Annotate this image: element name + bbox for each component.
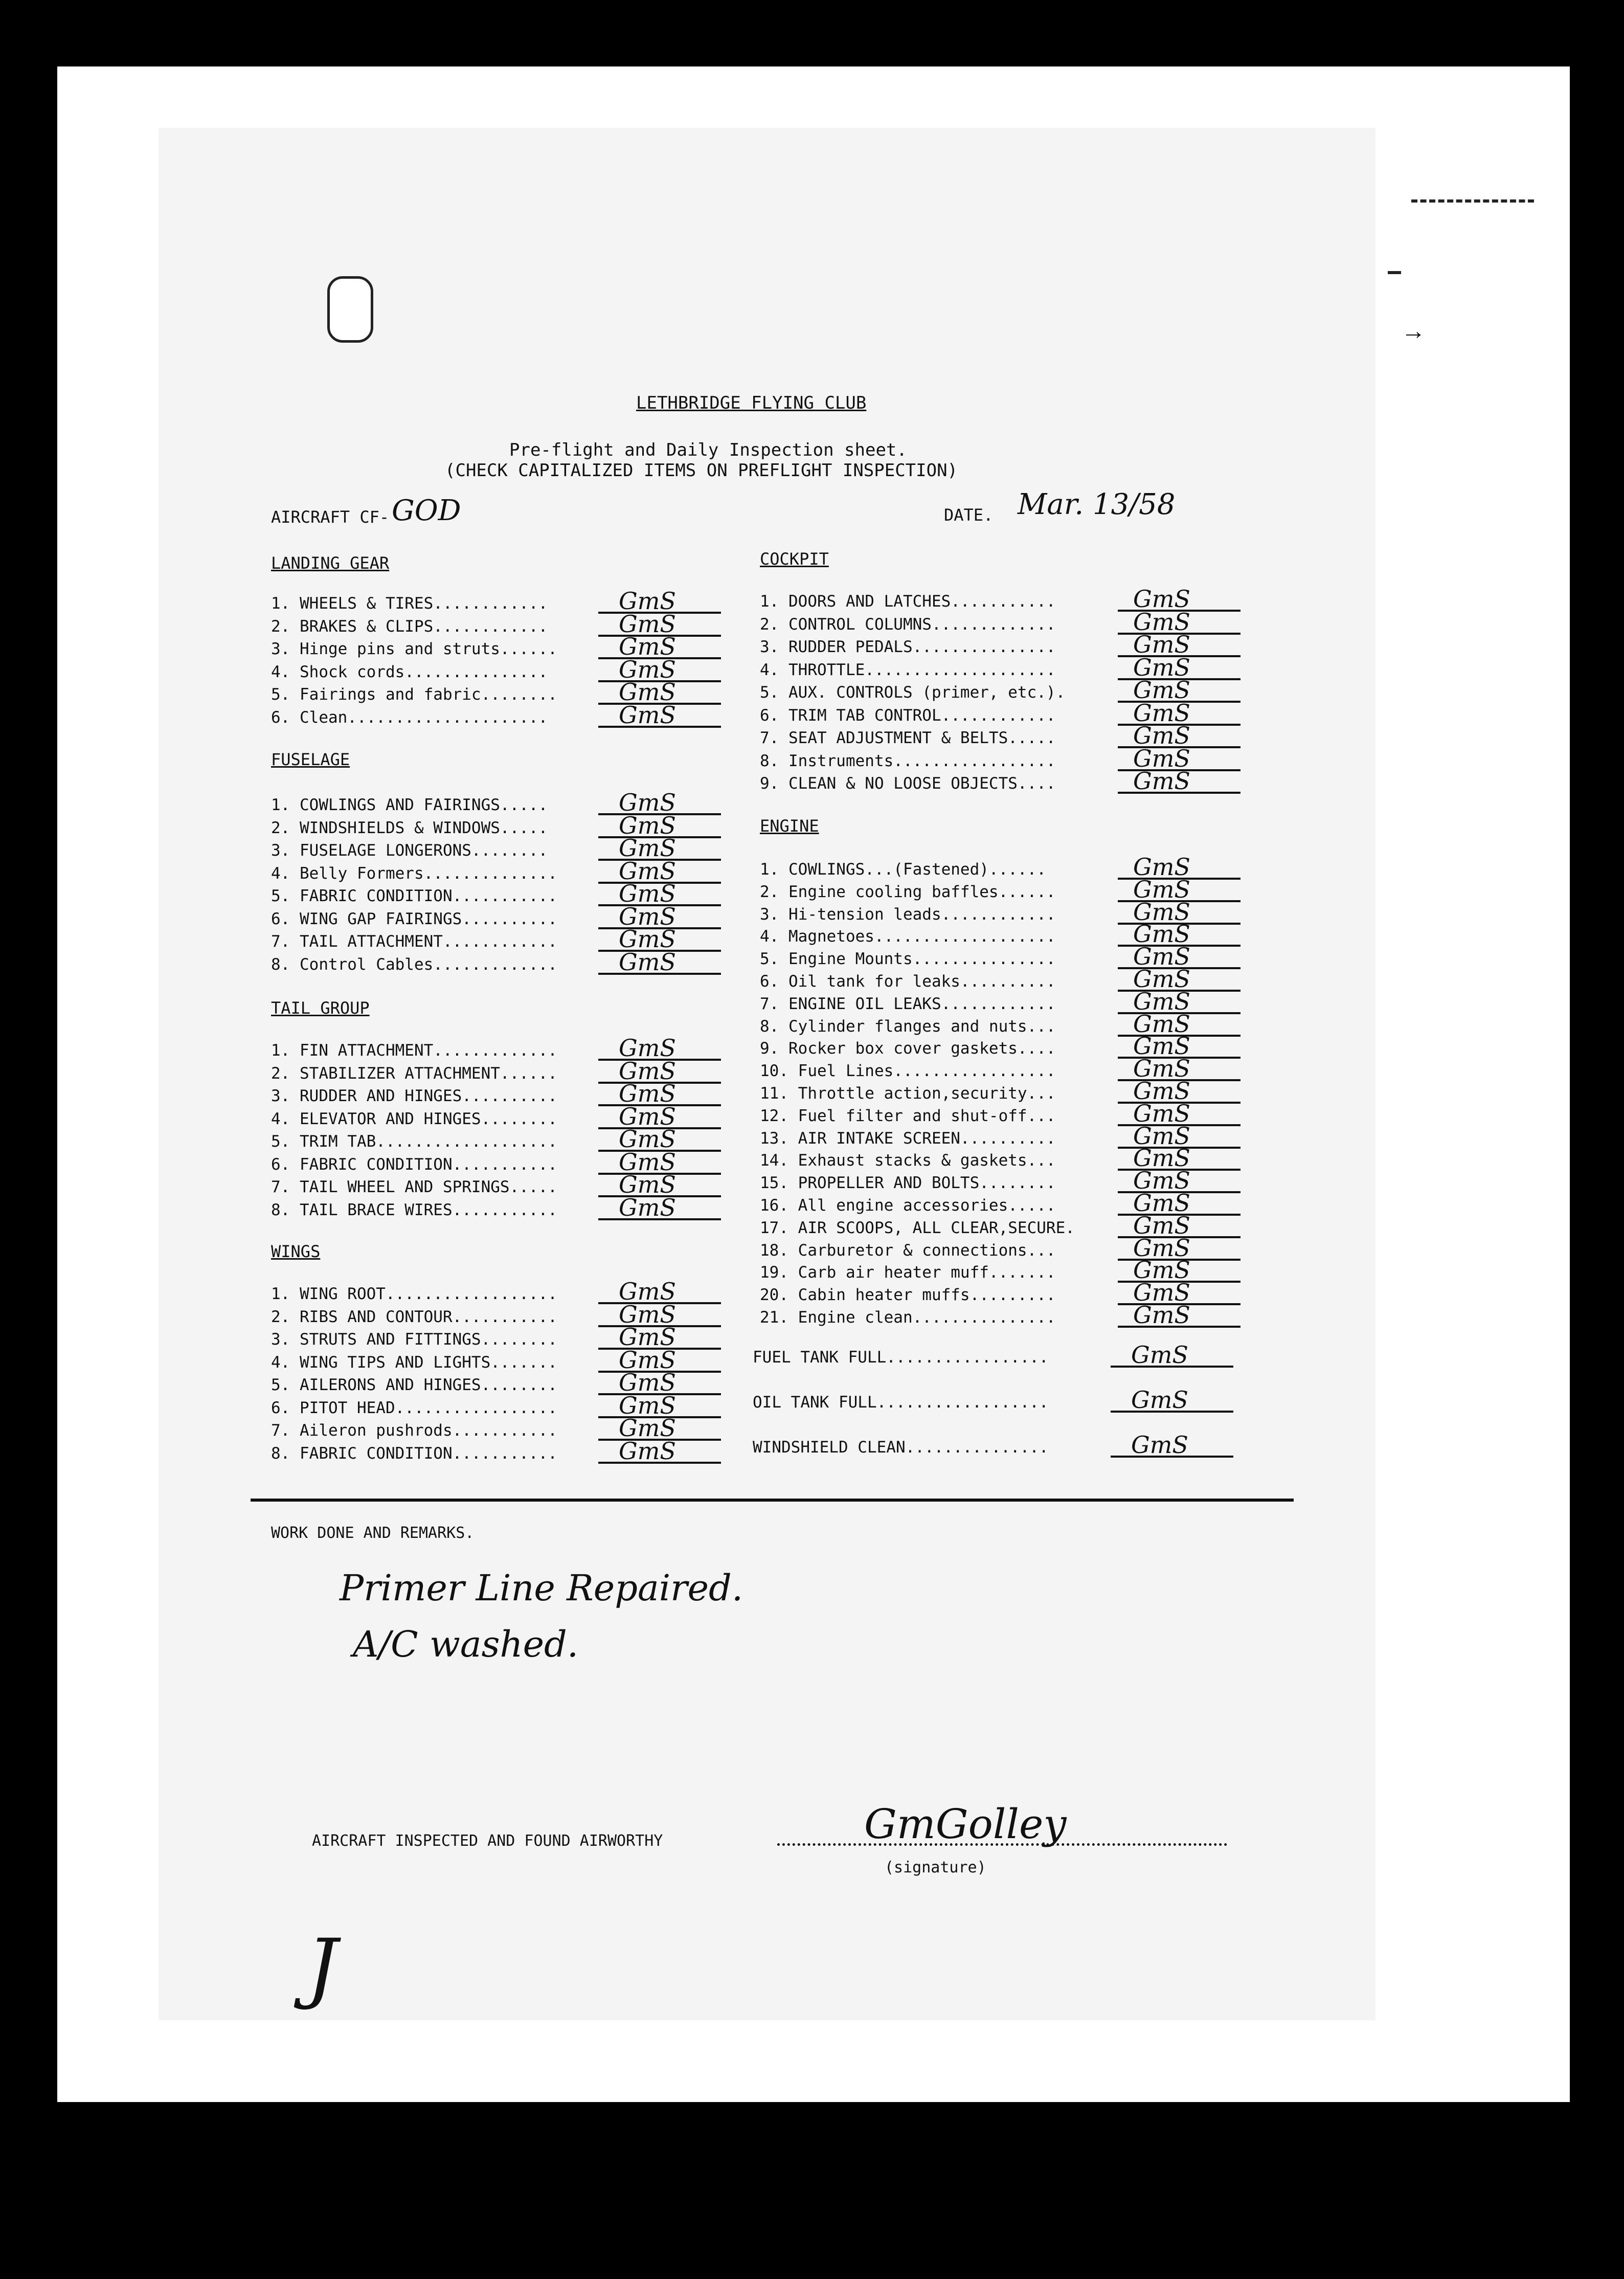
inspector-initials: GmS [619, 1278, 676, 1305]
checklist-item-text: 8. Control Cables............. [271, 955, 557, 974]
section-title-landing-gear: LANDING GEAR [271, 553, 390, 573]
inspector-initials: GmS [619, 1346, 676, 1374]
inspector-initials: GmS [619, 1102, 676, 1130]
inspector-initials: GmS [619, 1437, 676, 1465]
inspector-initials: GmS [619, 587, 676, 615]
checklist-item-text: 3. STRUTS AND FITTINGS........ [271, 1330, 557, 1349]
section-title-tail-group: TAIL GROUP [271, 998, 370, 1018]
checklist-item-text: 17. AIR SCOOPS, ALL CLEAR,SECURE. [760, 1218, 1075, 1237]
inspector-initials: GmS [619, 834, 676, 862]
inspector-initials: GmS [1133, 699, 1190, 727]
checklist-item-text: 16. All engine accessories..... [760, 1196, 1056, 1215]
checklist-row [753, 1431, 1233, 1461]
inspector-initials: GmS [619, 633, 676, 660]
inspector-initials: GmS [1133, 853, 1190, 881]
aircraft-registration: GOD [392, 494, 461, 527]
checklist-item-text: 5. Engine Mounts............... [760, 950, 1056, 969]
checklist-row [753, 1341, 1233, 1371]
inspector-initials: GmS [1131, 1386, 1188, 1414]
checklist-item-text: 11. Throttle action,security... [760, 1084, 1056, 1103]
checklist-item-text: 2. CONTROL COLUMNS............. [760, 615, 1056, 634]
checklist-row [271, 701, 721, 731]
inspector-initials: GmS [619, 1171, 676, 1198]
checklist-item-text: 2. Engine cooling baffles...... [760, 882, 1056, 901]
checklist-item-text: 5. AILERONS AND HINGES........ [271, 1376, 557, 1394]
checklist-item-text: 8. FABRIC CONDITION........... [271, 1444, 557, 1463]
checklist-item-text: 3. FUSELAGE LONGERONS........ [271, 841, 548, 860]
checklist-item-text: 1. FIN ATTACHMENT............. [271, 1041, 557, 1060]
inspector-initials: GmS [619, 610, 676, 638]
inspector-initials: GmS [1133, 943, 1190, 971]
inspector-initials: GmS [1133, 676, 1190, 704]
margin-mark: J [307, 1923, 338, 2012]
inspector-initials: GmS [1133, 965, 1190, 993]
checklist-item-text: 7. TAIL WHEEL AND SPRINGS..... [271, 1178, 557, 1196]
checklist-item-text: 8. Cylinder flanges and nuts... [760, 1017, 1056, 1036]
date-value: Mar. 13/58 [1018, 488, 1176, 521]
checklist-item-text: 5. Fairings and fabric........ [271, 685, 557, 704]
inspector-initials: GmS [1133, 744, 1190, 772]
inspector-initials: GmS [1133, 722, 1190, 749]
inspector-initials: GmS [619, 1369, 676, 1396]
checklist-row [760, 767, 1240, 797]
checklist-item-text: 4. Belly Formers.............. [271, 864, 557, 883]
checklist-item-text: 15. PROPELLER AND BOLTS........ [760, 1174, 1056, 1193]
inspector-initials: GmS [619, 1080, 676, 1107]
checklist-item-text: 7. Aileron pushrods........... [271, 1421, 557, 1440]
checklist-item-text: 10. Fuel Lines................. [760, 1062, 1056, 1081]
checklist-row [271, 1437, 721, 1467]
checklist-item-text: 2. WINDSHIELDS & WINDOWS..... [271, 818, 548, 837]
section-title-cockpit: COCKPIT [760, 549, 829, 569]
inspector-initials: GmS [1133, 1211, 1190, 1239]
inspector-initials: GmS [1133, 1279, 1190, 1307]
checklist-item-text: 20. Cabin heater muffs......... [760, 1286, 1056, 1305]
checklist-item-text: 8. TAIL BRACE WIRES........... [271, 1200, 557, 1219]
checklist-item-text: 2. STABILIZER ATTACHMENT...... [271, 1064, 557, 1083]
checklist-row [271, 948, 721, 978]
inspector-initials: GmS [1133, 1256, 1190, 1284]
checklist-item-text: 7. TAIL ATTACHMENT............ [271, 932, 557, 951]
checklist-item-text: 4. Shock cords............... [271, 662, 548, 681]
checklist-item-text: 12. Fuel filter and shut-off... [760, 1106, 1056, 1125]
checklist-item-text: 5. FABRIC CONDITION........... [271, 887, 557, 905]
signature: GmGolley [864, 1800, 1067, 1848]
signature-label: (signature) [885, 1859, 986, 1876]
sheet-instruction: (CHECK CAPITALIZED ITEMS ON PREFLIGHT INSPECTION) [445, 460, 958, 481]
inspector-initials: GmS [1133, 1122, 1190, 1150]
checklist-item-text: 4. WING TIPS AND LIGHTS....... [271, 1353, 557, 1372]
inspector-initials: GmS [619, 857, 676, 885]
checklist-item-text: 6. FABRIC CONDITION........... [271, 1155, 557, 1174]
checklist-item-text: 21. Engine clean............... [760, 1308, 1056, 1327]
inspector-initials: GmS [619, 1414, 676, 1442]
checklist-item-text: 1. COWLINGS AND FAIRINGS..... [271, 796, 548, 814]
checklist-item-text: 3. Hinge pins and struts...... [271, 640, 557, 658]
inspector-initials: GmS [619, 655, 676, 683]
remark-line-2: A/C washed. [353, 1623, 579, 1665]
inspector-initials: GmS [1133, 585, 1190, 613]
checklist-item-text: FUEL TANK FULL................. [753, 1348, 1049, 1367]
inspector-initials: GmS [1133, 1099, 1190, 1127]
section-title-engine: ENGINE [760, 816, 819, 836]
inspector-initials: GmS [1133, 1167, 1190, 1195]
checklist-item-text: 1. WING ROOT.................. [271, 1285, 557, 1303]
checklist-item-text: 6. WING GAP FAIRINGS.......... [271, 909, 557, 928]
checklist-item-text: 1. WHEELS & TIRES............ [271, 594, 548, 613]
remarks-label: WORK DONE AND REMARKS. [271, 1524, 475, 1542]
inspector-initials: GmS [619, 1391, 676, 1419]
checklist-item-text: 4. ELEVATOR AND HINGES........ [271, 1109, 557, 1128]
staple-hole [327, 276, 373, 343]
inspector-initials: GmS [619, 1300, 676, 1328]
inspector-initials: GmS [1133, 1144, 1190, 1172]
checklist-item-text: 2. RIBS AND CONTOUR........... [271, 1307, 557, 1326]
edge-dashes [1411, 199, 1534, 203]
checklist-row [753, 1386, 1233, 1416]
checklist-item-text: 6. Oil tank for leaks.......... [760, 972, 1056, 991]
inspector-initials: GmS [619, 902, 676, 930]
inspector-initials: GmS [619, 678, 676, 706]
checklist-row [271, 1193, 721, 1223]
inspector-initials: GmS [1133, 1189, 1190, 1217]
checklist-item-text: 1. DOORS AND LATCHES........... [760, 592, 1056, 611]
checklist-item-text: 2. BRAKES & CLIPS............ [271, 617, 548, 636]
checklist-item-text: 9. Rocker box cover gaskets.... [760, 1039, 1056, 1058]
checklist-item-text: 3. RUDDER PEDALS............... [760, 638, 1056, 656]
inspector-initials: GmS [619, 1057, 676, 1085]
checklist-item-text: 4. Magnetoes................... [760, 927, 1056, 946]
inspector-initials: GmS [1133, 987, 1190, 1015]
inspector-initials: GmS [1131, 1341, 1188, 1369]
section-divider [251, 1499, 1294, 1502]
inspector-initials: GmS [619, 1193, 676, 1221]
inspector-initials: GmS [1133, 1032, 1190, 1060]
inspector-initials: GmS [619, 811, 676, 839]
checklist-item-text: 7. ENGINE OIL LEAKS............ [760, 994, 1056, 1013]
checklist-item-text: 6. TRIM TAB CONTROL............ [760, 706, 1056, 725]
inspector-initials: GmS [619, 925, 676, 953]
inspector-initials: GmS [1133, 631, 1190, 658]
edge-mark [1388, 271, 1401, 274]
checklist-item-text: 18. Carburetor & connections... [760, 1241, 1056, 1260]
checklist-item-text: 5. TRIM TAB................... [271, 1132, 557, 1151]
inspector-initials: GmS [1131, 1431, 1188, 1459]
checklist-item-text: 6. Clean..................... [271, 708, 548, 727]
sheet-subtitle: Pre-flight and Daily Inspection sheet. [509, 440, 907, 460]
checklist-item-text: 9. CLEAN & NO LOOSE OBJECTS.... [760, 774, 1056, 793]
inspector-initials: GmS [619, 1148, 676, 1176]
section-title-fuselage: FUSELAGE [271, 750, 350, 769]
inspector-initials: GmS [619, 1323, 676, 1351]
checklist-item-text: 14. Exhaust stacks & gaskets... [760, 1151, 1056, 1170]
checklist-item-text: 5. AUX. CONTROLS (primer, etc.). [760, 683, 1066, 702]
checklist-item-text: 6. PITOT HEAD................. [271, 1398, 557, 1417]
inspector-initials: GmS [1133, 875, 1190, 903]
checklist-item-text: 8. Instruments................. [760, 751, 1056, 770]
checklist-item-text: 13. AIR INTAKE SCREEN.......... [760, 1129, 1056, 1148]
checklist-item-text: WINDSHIELD CLEAN............... [753, 1438, 1049, 1457]
inspector-initials: GmS [1133, 1301, 1190, 1329]
inspector-initials: GmS [1133, 653, 1190, 681]
inspector-initials: GmS [619, 1034, 676, 1062]
checklist-row [760, 1301, 1240, 1331]
inspector-initials: GmS [1133, 1077, 1190, 1105]
club-title: LETHBRIDGE FLYING CLUB [636, 393, 867, 413]
arrow-mark: → [1401, 318, 1426, 345]
inspector-initials: GmS [619, 701, 676, 729]
checklist-item-text: 3. Hi-tension leads............ [760, 905, 1056, 924]
inspector-initials: GmS [1133, 1055, 1190, 1083]
inspector-initials: GmS [1133, 1010, 1190, 1038]
inspector-initials: GmS [619, 948, 676, 976]
inspector-initials: GmS [1133, 608, 1190, 636]
checklist-item-text: OIL TANK FULL.................. [753, 1393, 1049, 1412]
section-title-wings: WINGS [271, 1242, 321, 1261]
remark-line-1: Primer Line Repaired. [340, 1567, 743, 1609]
inspector-initials: GmS [619, 789, 676, 816]
date-label: DATE. [944, 505, 994, 525]
checklist-item-text: 4. THROTTLE.................... [760, 660, 1056, 679]
inspector-initials: GmS [1133, 920, 1190, 948]
checklist-item-text: 3. RUDDER AND HINGES.......... [271, 1087, 557, 1105]
inspector-initials: GmS [619, 880, 676, 907]
inspector-initials: GmS [1133, 1234, 1190, 1262]
aircraft-label: AIRCRAFT CF- [271, 507, 390, 527]
inspector-initials: GmS [1133, 898, 1190, 926]
checklist-item-text: 1. COWLINGS...(Fastened)...... [760, 860, 1046, 879]
airworthy-label: AIRCRAFT INSPECTED AND FOUND AIRWORTHY [312, 1832, 663, 1850]
checklist-item-text: 19. Carb air heater muff....... [760, 1263, 1056, 1282]
checklist-item-text: 7. SEAT ADJUSTMENT & BELTS..... [760, 729, 1056, 747]
inspector-initials: GmS [619, 1125, 676, 1153]
inspector-initials: GmS [1133, 767, 1190, 795]
